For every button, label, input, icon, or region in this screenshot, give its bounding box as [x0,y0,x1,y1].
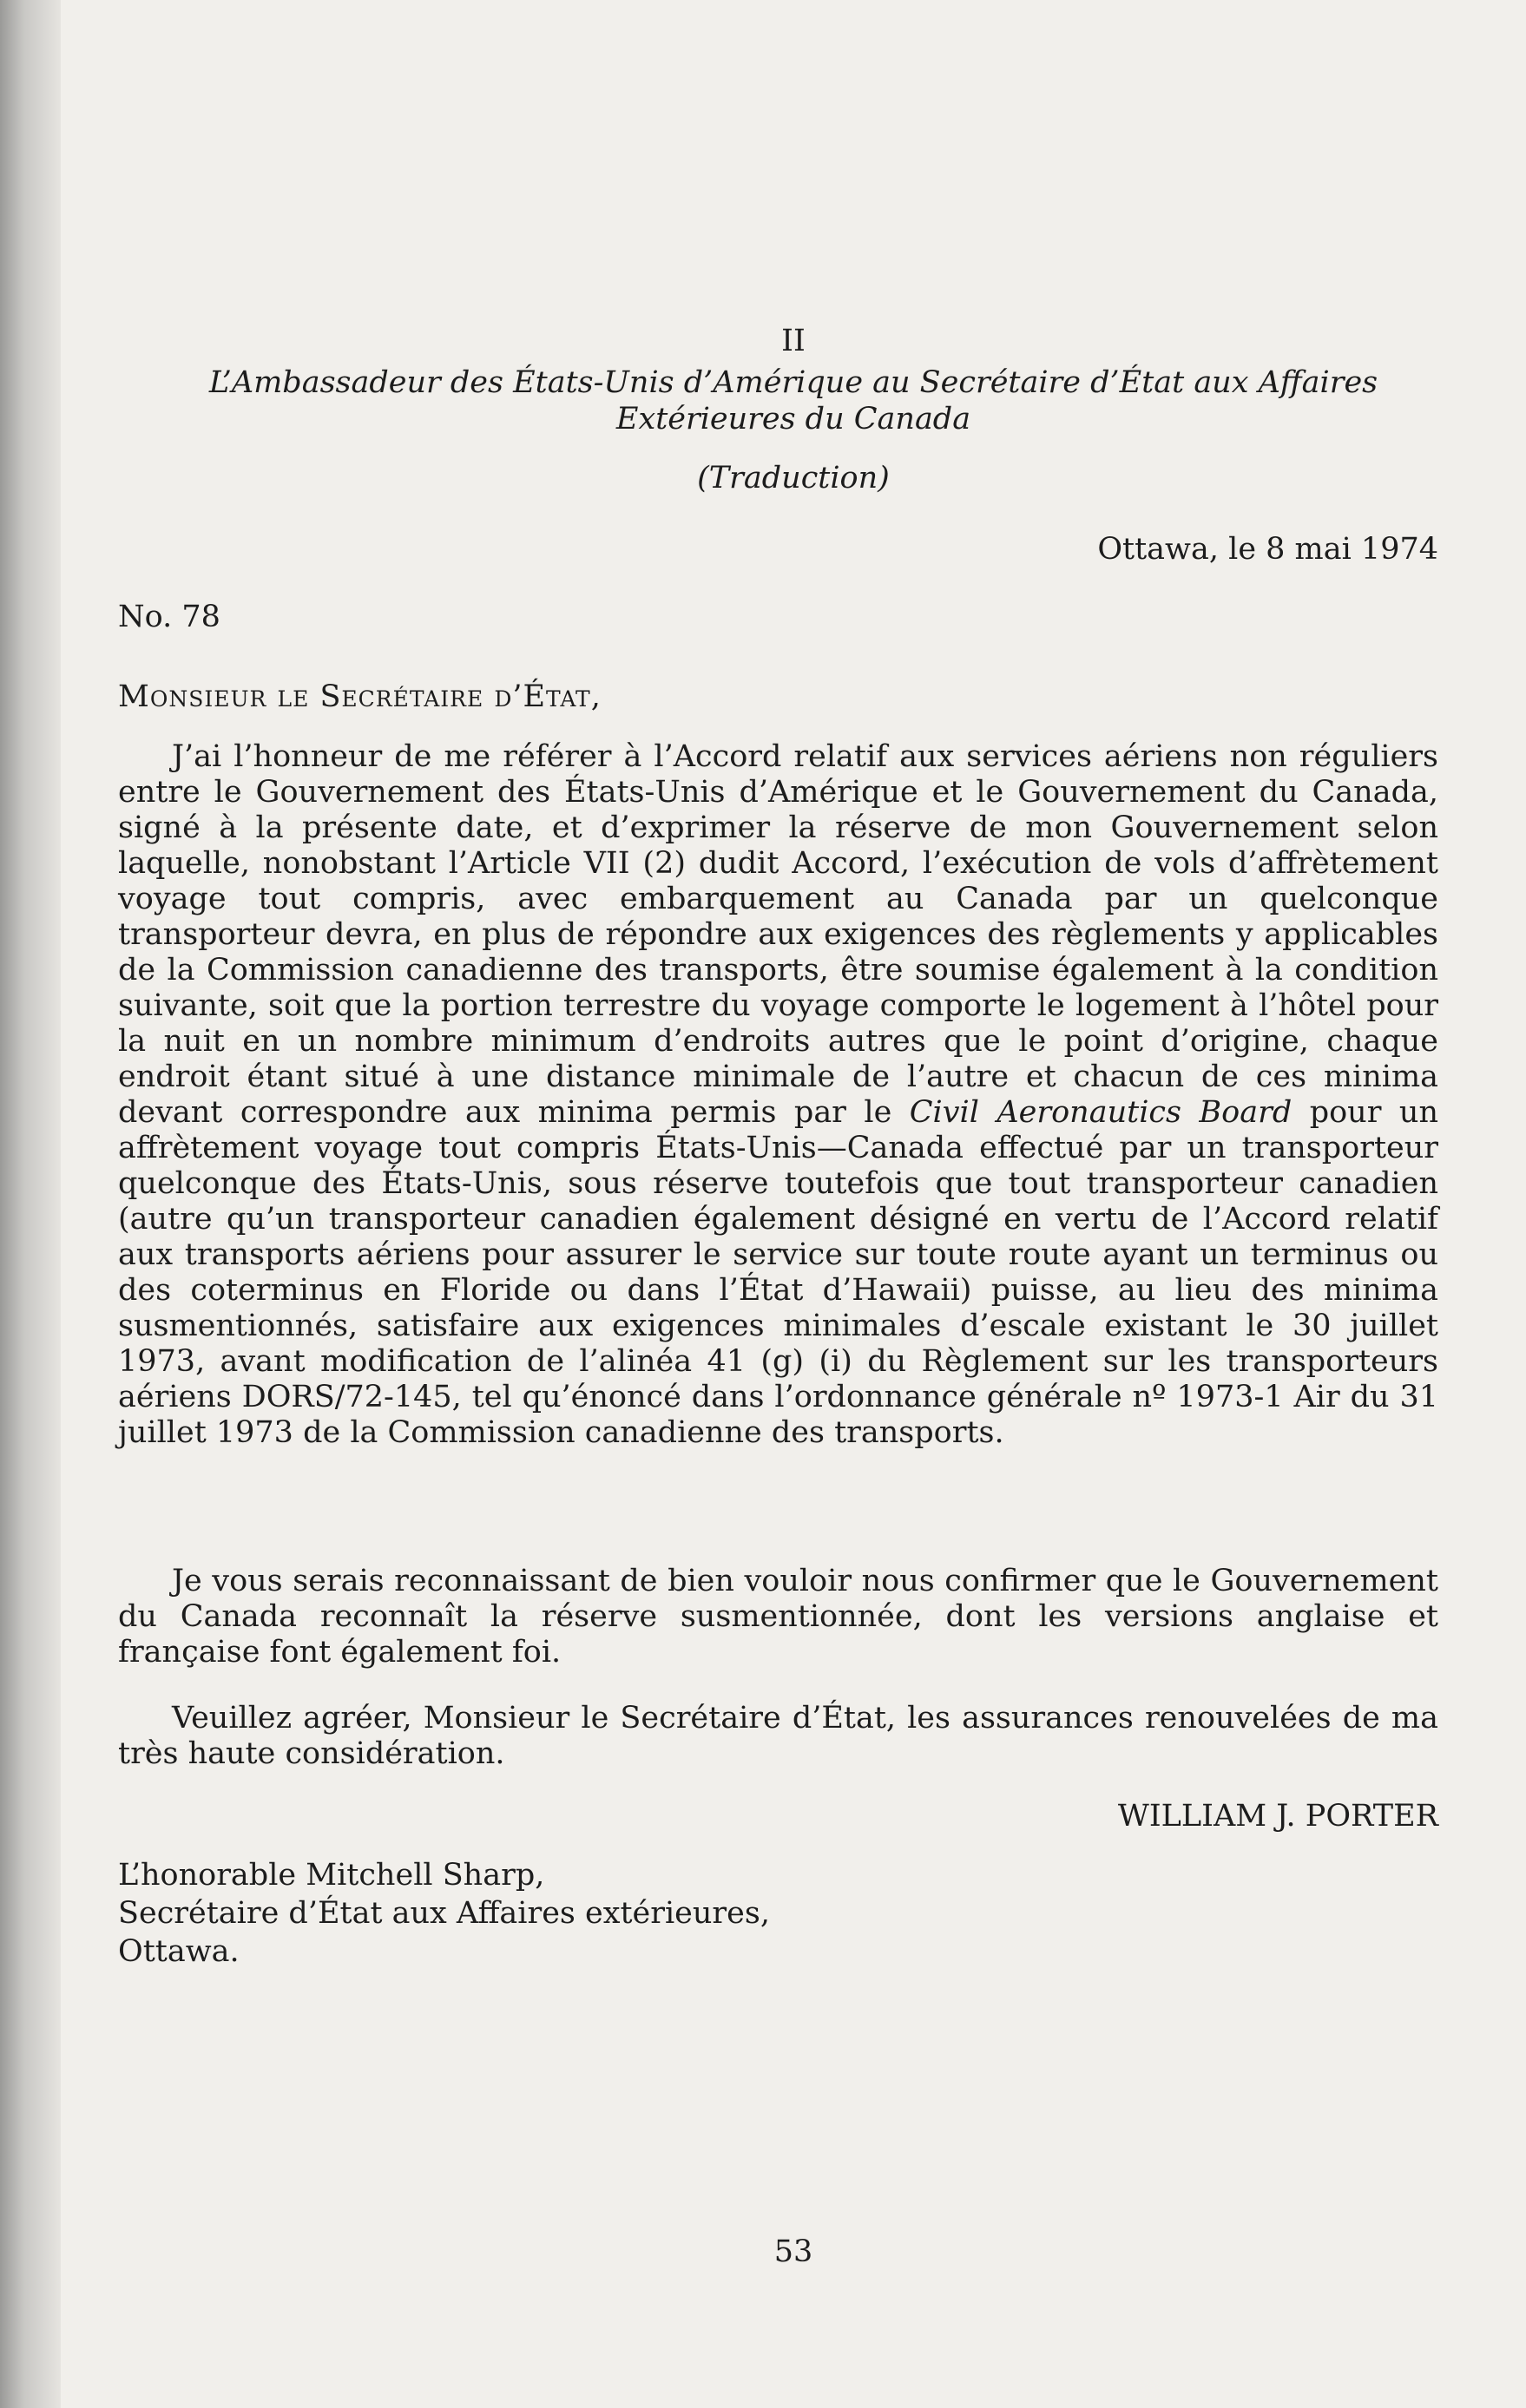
addressee-line-3: Ottawa. [118,1934,240,1969]
body-paragraph-1 [118,739,1438,1451]
heading-line-1: L’Ambassadeur des États-Unis d’Amérique au Secrétaire d’État aux Affaires [208,365,1378,400]
body-paragraph-3: Veuillez agréer, Monsieur le Secrétaire d’État, les assurances renouvelées de ma très haute considération. [118,1701,1438,1771]
salutation: Monsieur le Secrétaire d’État, [118,679,602,714]
addressee-line-2: Secrétaire d’État aux Affaires extérieures, [118,1896,770,1931]
translation-note: (Traduction) [697,461,890,495]
place-date: Ottawa, le 8 mai 1974 [1097,532,1438,567]
civil-aeronautics-board-title: Civil Aeronautics Board [909,1095,1292,1130]
signature: WILLIAM J. PORTER [1117,1799,1438,1834]
page-number: 53 [773,2234,813,2269]
paragraph-1-part-b: pour un affrètement voyage tout compris États-Unis—Canada effectué par un transporteur quelconque des États-Unis, sous réserve toutefois que tout transporteur canadien (autre qu’un transporteur canadien également désigné en vertu de l’Accord relatif aux transports aériens pour assurer le service sur toute route ayant un terminus ou des coterminus en Floride ou dans l’État d’Hawaii) puisse, au lieu des minima susmentionnés, satisfaire aux exigences minimales d’escale existant le 30 juillet 1973, avant modification de l’alinéa 41 (g) (i) du Règlement sur les transporteurs aériens DORS/72-145, tel qu’énoncé dans l’ordonnance générale nº 1973-1 Air du 31 juillet 1973 de la Commission canadienne des transports. [118,1095,1438,1450]
document-page [61,0,1526,2408]
body-paragraph-2: Je vous serais reconnaissant de bien vouloir nous confirmer que le Gouvernement du Canada reconnaît la réserve susmentionnée, dont les versions anglaise et française font également foi. [118,1564,1438,1670]
note-number: No. 78 [118,600,220,634]
heading-line-2: Extérieures du Canada [615,402,971,436]
binding-gutter [0,0,61,2408]
paragraph-1-part-a: J’ai l’honneur de me référer à l’Accord relatif aux services aériens non réguliers entre le Gouvernement des États-Unis d’Amérique et le Gouvernement du Canada, signé à la présente date, et d’exprimer la réserve de mon Gouvernement selon laquelle, nonobstant l’Article VII (2) dudit Accord, l’exécution de vols d’affrètement voyage tout compris, avec embarquement au Canada par un quelconque transporteur devra, en plus de répondre aux exigences des règlements y applicables de la Commission canadienne des transports, être soumise également à la condition suivante, soit que la portion terrestre du voyage comporte le logement à l’hôtel pour la nuit en un nombre minimum d’endroits autres que le point d’origine, chaque endroit étant situé à une distance minimale de l’autre et chacun de ces minima devant correspondre aux minima permis par le [118,739,1438,1130]
section-number: II [781,324,806,358]
addressee-line-1: L’honorable Mitchell Sharp, [118,1858,545,1893]
